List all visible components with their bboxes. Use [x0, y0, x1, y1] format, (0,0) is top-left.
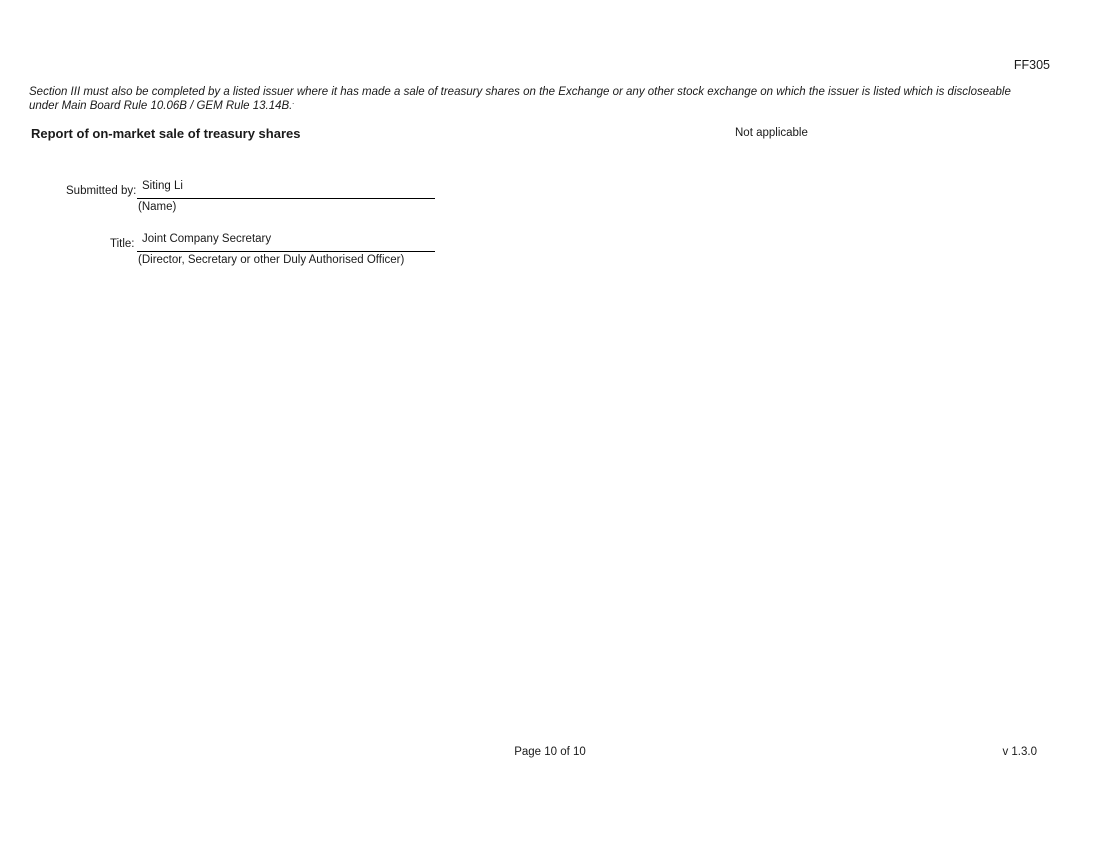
- form-code-label: FF305: [1013, 58, 1050, 72]
- report-status-value: Not applicable: [735, 127, 808, 139]
- report-heading: Report of on-market sale of treasury shares: [31, 126, 301, 141]
- submitted-by-field[interactable]: [137, 180, 435, 199]
- submitted-by-value: Siting Li: [142, 180, 183, 192]
- submitted-by-caption: (Name): [138, 201, 177, 213]
- title-field[interactable]: [137, 233, 435, 252]
- page-number: Page 10 of 10: [514, 746, 586, 758]
- title-label: Title:: [110, 238, 135, 250]
- section-note-line1: Section III must also be completed by a listed issuer where it has made a sale of treasury shares on the Exchange or any other stock exchange on which the issuer is listed which is discloseable: [29, 86, 1011, 98]
- title-caption: (Director, Secretary or other Duly Authorised Officer): [138, 254, 405, 266]
- title-value: Joint Company Secretary: [142, 233, 272, 245]
- section-note-line2: under Main Board Rule 10.06B / GEM Rule 13.14B.: [29, 100, 293, 112]
- version-label: v 1.3.0: [1002, 746, 1037, 758]
- section-note: [29, 85, 1049, 113]
- footnote-marker: .: [292, 97, 295, 107]
- submitted-by-label: Submitted by:: [66, 185, 137, 197]
